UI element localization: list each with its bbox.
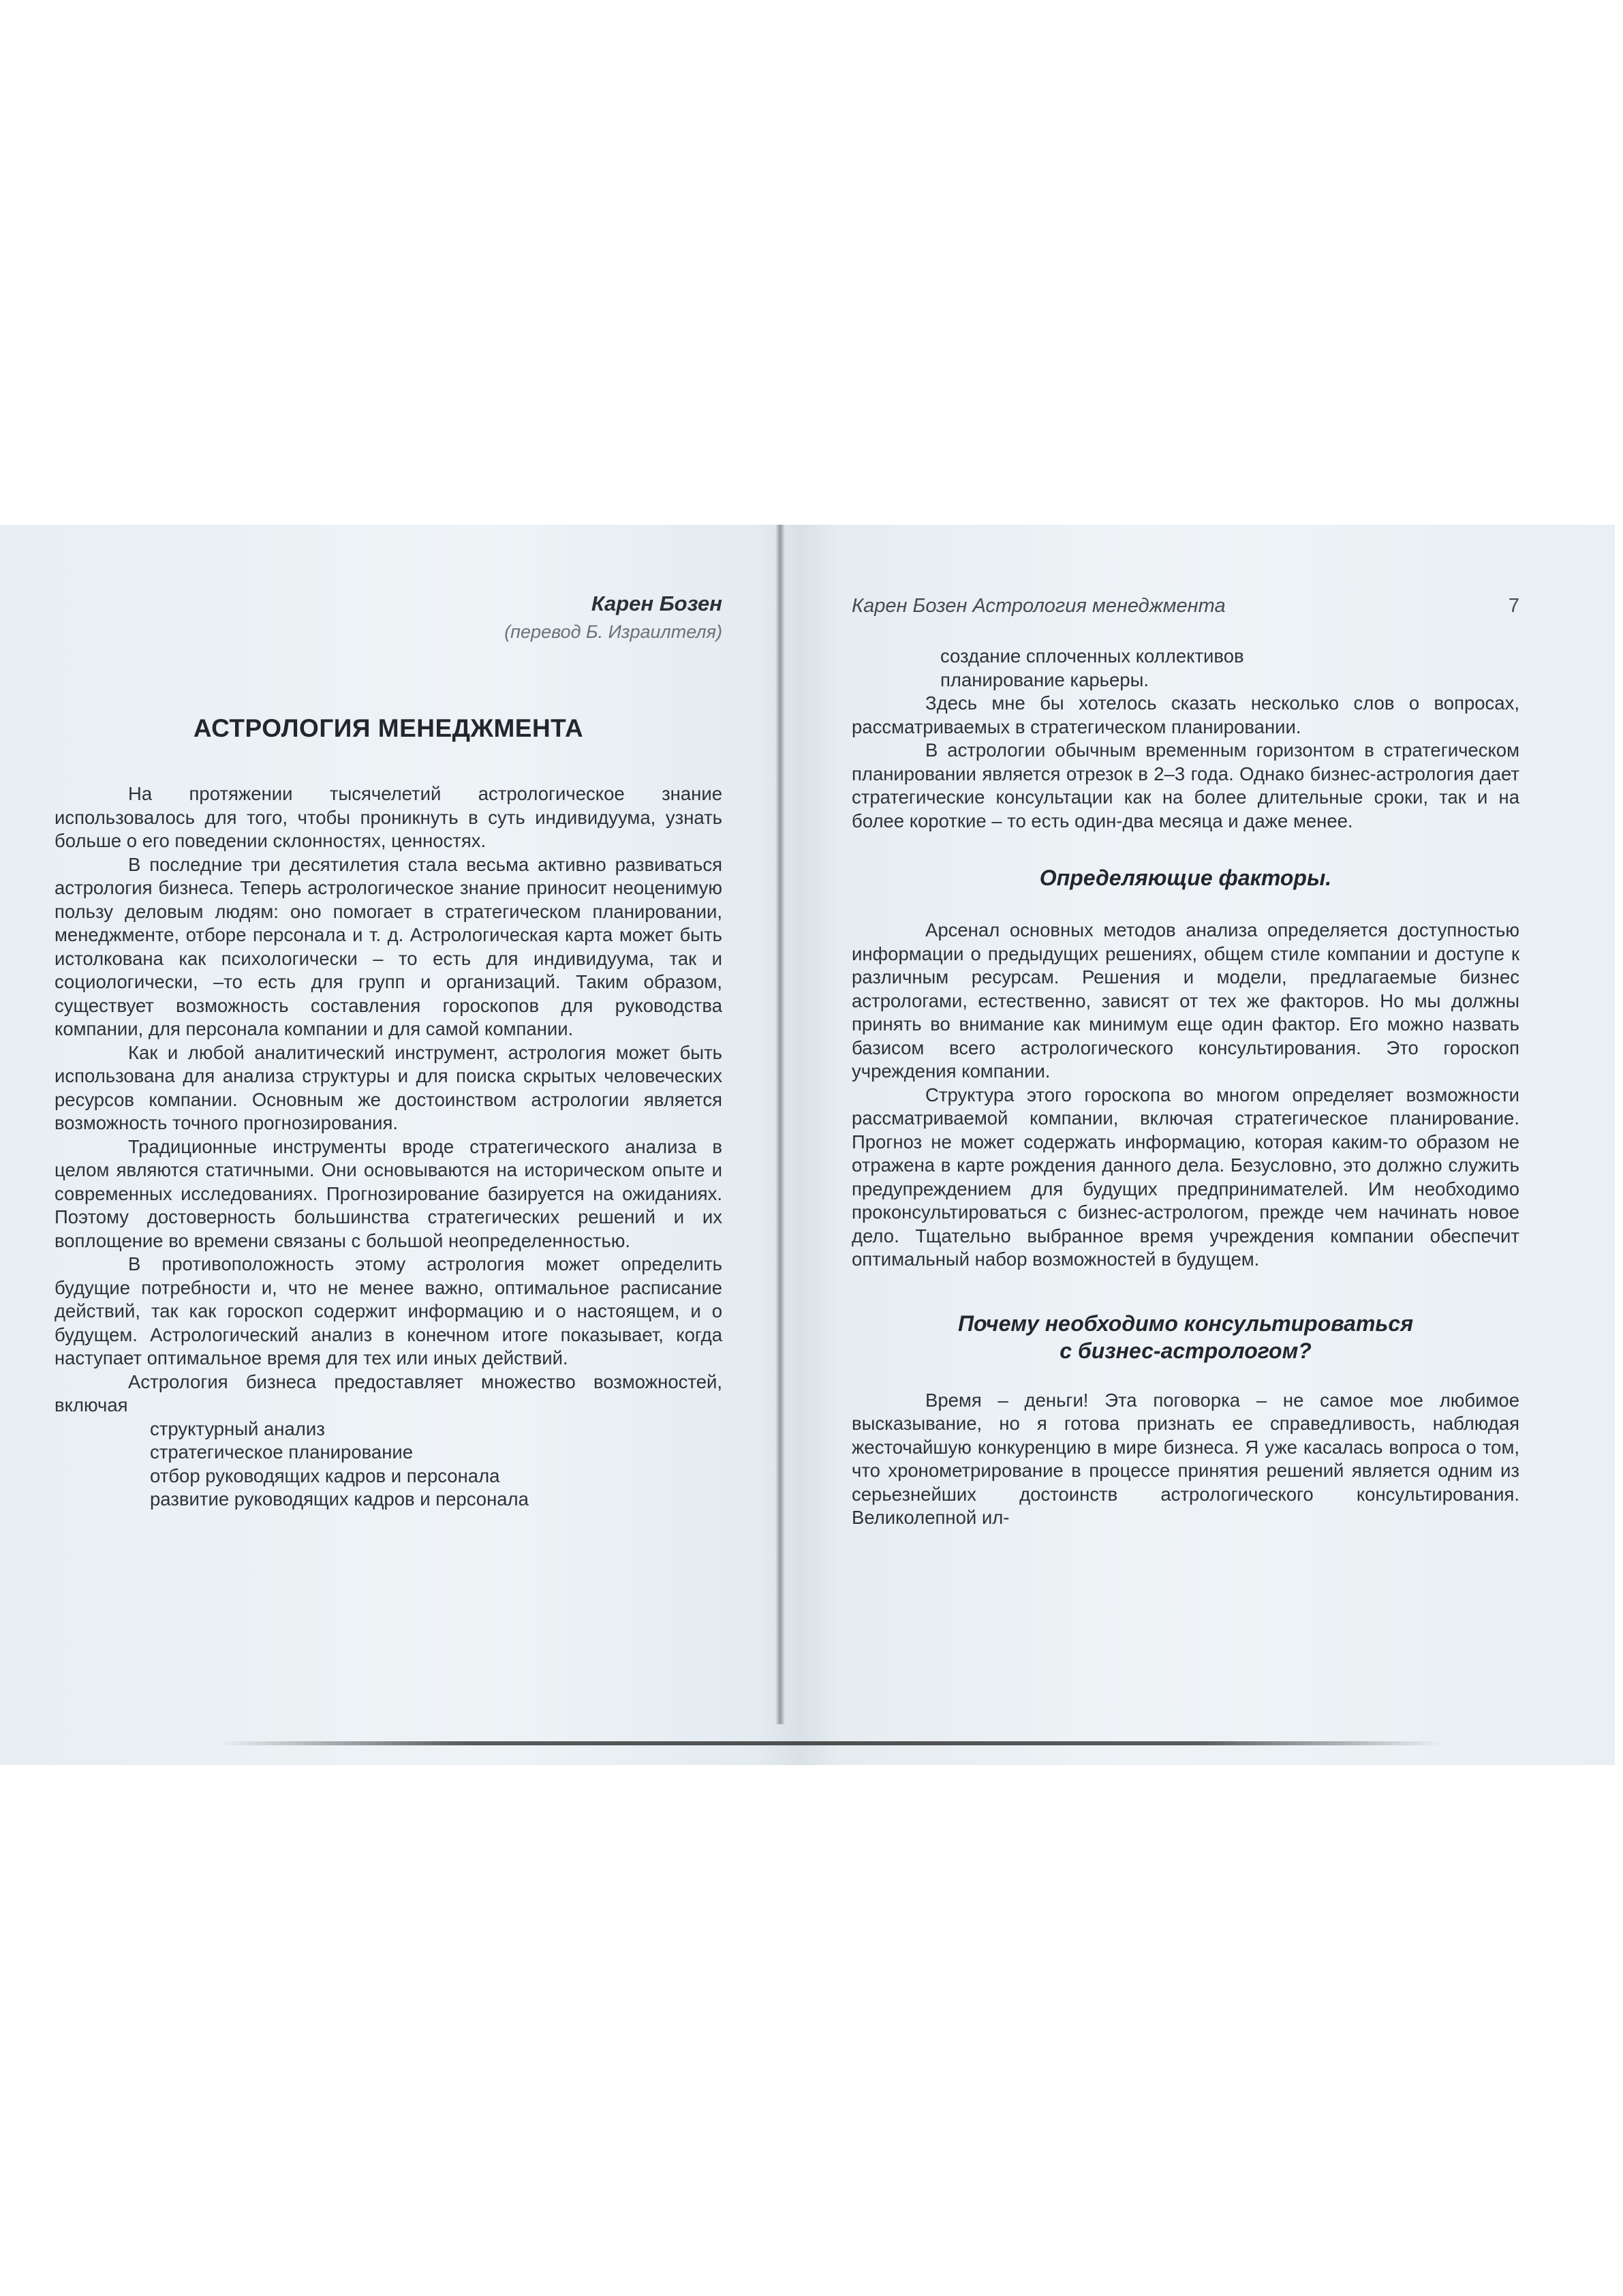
- paragraph: Время – деньги! Эта поговорка – не самое мое любимое высказывание, но я готова признать ее справедливость, наблюдая жесточайшую конкуренцию в мире бизнеса. Я уже касалась вопроса о том, что хронометрирование в процессе принятия решений является одним из серьезнейших достоинств астрологического консультирования. Великолепной ил-: [852, 1389, 1519, 1528]
- paragraph: Арсенал основных методов анализа определяется доступностью информации о предыдущих решениях, общем стиле компании и доступе к различным ресурсам. Решения и модели, предлагаемые бизнес астрологами, естественно, зависят от тех же факторов. Но мы должны принять во внимание как минимум еще один фактор. Его можно назвать базисом всего астрологического консультирования. Это гороскоп учреждения компании.: [852, 919, 1519, 1082]
- article-title: АСТРОЛОГИЯ МЕНЕДЖМЕНТА: [193, 714, 584, 742]
- list-item: структурный анализ: [150, 1418, 325, 1439]
- paragraph: В астрологии обычным временным горизонтом в стратегическом планировании является отрезок в 2–3 года. Однако бизнес-астрология дает стратегические консультации как на более длительные сроки, так и на более короткие – то есть один-два месяца и даже менее.: [852, 739, 1519, 831]
- paragraph: В последние три десятилетия стала весьма активно развиваться астрология бизнеса. Теперь астрологическое знание приносит неоценимую пользу деловым людям: оно помогает в стратегическом планировании, менеджменте, отборе персонала и т. д. Астрологическая карта может быть истолкована как психологически – то есть для индивидуума, так и социологически, –то есть для групп и организаций. Таким образом, существует возможность составления гороскопов для руководства компании, для персонала компании и для самой компании.: [55, 853, 722, 1039]
- heading-line: с бизнес-астрологом?: [1060, 1338, 1312, 1363]
- author-name: Карен Бозен: [591, 592, 722, 615]
- right-body-text: [852, 645, 1519, 1530]
- paragraph: Структура этого гороскопа во многом определяет возможности рассматриваемой компании, включая стратегическое планирование. Прогноз не может содержать информацию, которая каким-то образом не отражена в карте рождения данного дела. Безусловно, это должно служить предупреждением для будущих предпринимателей. Им необходимо проконсультироваться с бизнес-астрологом, прежде чем начинать новое дело. Тщательно выбранное время учреждения компании обеспечит оптимальный набор возможностей в будущем.: [852, 1084, 1519, 1270]
- list-item: создание сплоченных коллективов: [940, 645, 1244, 667]
- heading-line: Почему необходимо консультироваться: [957, 1311, 1414, 1336]
- left-body-text: [55, 782, 722, 1512]
- paragraph: Как и любой аналитический инструмент, астрология может быть использована для анализа структуры и для поиска скрытых человеческих ресурсов компании. Основным же достоинством астрологии является возможность точного прогнозирования.: [55, 1041, 722, 1133]
- capabilities-list-continued: [852, 645, 1519, 692]
- paragraph: В противоположность этому астрология может определить будущие потребности и, что не менее важно, оптимальное расписание действий, так как гороскоп содержит информацию и о настоящем, и о будущем. Астрологический анализ в конечном итоге показывает, когда наступает оптимальное время для тех или иных действий.: [55, 1253, 722, 1368]
- paragraph: Традиционные инструменты вроде стратегического анализа в целом являются статичными. Они основываются на историческом опыте и современных исследованиях. Прогнозирование базируется на ожиданиях. Поэтому достоверность большинства стратегических решений и их воплощение во времени связаны с большой неопределенностью.: [55, 1135, 722, 1251]
- list-item: стратегическое планирование: [150, 1441, 414, 1463]
- page-bottom-shadow: [218, 1741, 1444, 1745]
- section-heading-why-consult: [852, 1310, 1519, 1364]
- left-page: [55, 525, 722, 1738]
- capabilities-list: [55, 1418, 722, 1512]
- page-number: 7: [1508, 595, 1519, 617]
- running-head: Карен Бозен Астрология менеджмента: [852, 595, 1226, 617]
- right-page: [852, 525, 1519, 1738]
- paragraph: Здесь мне бы хотелось сказать несколько слов о вопросах, рассматриваемых в стратегическом планировании.: [852, 692, 1519, 737]
- list-item: планирование карьеры.: [940, 669, 1149, 690]
- book-gutter: [775, 525, 785, 1724]
- list-item: развитие руководящих кадров и персонала: [150, 1488, 529, 1510]
- list-item: отбор руководящих кадров и персонала: [150, 1465, 500, 1486]
- section-heading-factors: Определяющие факторы.: [1039, 866, 1332, 890]
- translator-credit: (перевод Б. Израилтеля): [504, 622, 722, 642]
- paragraph: На протяжении тысячелетий астрологическое знание использовалось для того, чтобы проникнуть в суть индивидуума, узнать больше о его поведении склонностях, ценностях.: [55, 783, 722, 851]
- paragraph: Астрология бизнеса предоставляет множество возможностей, включая: [55, 1371, 722, 1415]
